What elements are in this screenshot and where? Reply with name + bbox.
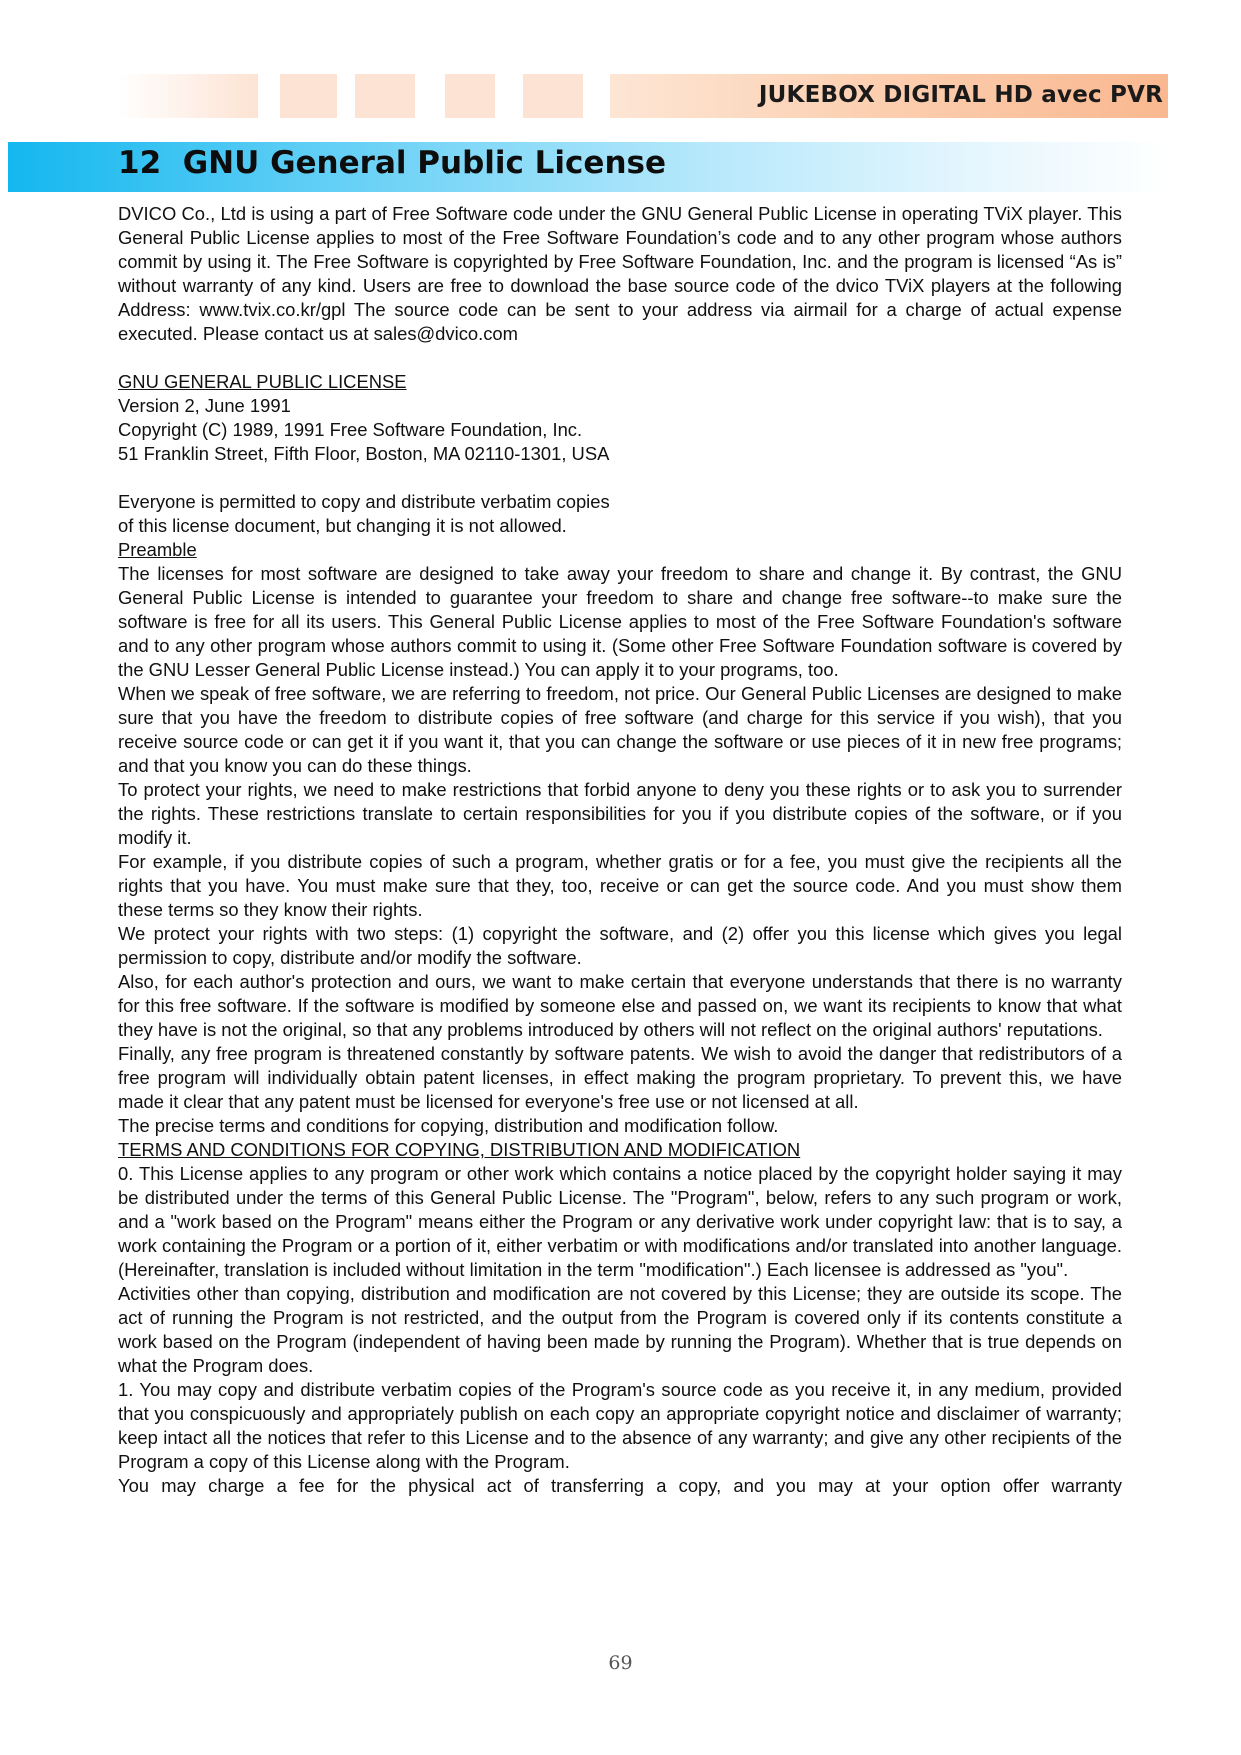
section-heading — [118, 145, 666, 181]
license-heading: GNU GENERAL PUBLIC LICENSE — [118, 371, 407, 392]
page-number: 69 — [608, 1652, 633, 1674]
preamble-paragraph: Also, for each author's protection and ours, we want to make certain that everyone understands that there is no warranty for this free software. If the software is modified by someone else and passed on, we want its recipients to know that what they have is not the original, so that any problems introduced by others will not reflect on the original authors' reputations. — [118, 971, 1122, 1040]
header-decoration — [445, 74, 495, 118]
permission-line: of this license document, but changing it is not allowed. — [118, 515, 567, 536]
intro-paragraph: DVICO Co., Ltd is using a part of Free Software code under the GNU General Public License in operating TViX player. This General Public License applies to most of the Free Software Foundation’s code and to any other program whose authors commit by using it. The Free Software is copyrighted by Free Software Foundation, Inc. and the program is licensed “As is” without warranty of any kind. Users are free to download the base source code of the dvico TViX players at the following Address: www.tvix.co.kr/gpl The source code can be sent to your address via airmail for a charge of actual expense executed. Please contact us at sales@dvico.com — [118, 203, 1122, 344]
terms-paragraph: 1. You may copy and distribute verbatim copies of the Program's source code as you receive it, in any medium, provided that you conspicuously and appropriately publish on each copy an appropriate copyright notice and disclaimer of warranty; keep intact all the notices that refer to this License and to the absence of any warranty; and give any other recipients of the Program a copy of this License along with the Program. — [118, 1379, 1122, 1472]
preamble-paragraph: The precise terms and conditions for copying, distribution and modification follow. — [118, 1115, 779, 1136]
preamble-paragraph: For example, if you distribute copies of such a program, whether gratis or for a fee, you must give the recipients all the rights that you have. You must make sure that they, too, receive or can get the source code. And you must show them these terms so they know their rights. — [118, 851, 1122, 920]
terms-paragraph: 0. This License applies to any program or other work which contains a notice placed by the copyright holder saying it may be distributed under the terms of this General Public License. The "Program", below, refers to any such program or work, and a "work based on the Program" means either the Program or any derivative work under copyright law: that is to say, a work containing the Program or a portion of it, either verbatim or with modifications and/or translated into another language. (Hereinafter, translation is included without limitation in the term "modification".) Each licensee is addressed as "you". — [118, 1163, 1122, 1280]
header-decoration — [280, 74, 337, 118]
preamble-paragraph: When we speak of free software, we are referring to freedom, not price. Our General Public Licenses are designed to make sure that you have the freedom to distribute copies of free software (and charge for this service if you wish), that you receive source code or can get it if you want it, that you can change the software or use pieces of it in new free programs; and that you know you can do these things. — [118, 683, 1122, 776]
section-title: GNU General Public License — [182, 145, 667, 181]
section-number: 12 — [118, 145, 162, 181]
terms-paragraph: You may charge a fee for the physical act of transferring a copy, and you may at your option offer warranty — [118, 1475, 1122, 1496]
header-decoration — [355, 74, 415, 118]
permission-line: Everyone is permitted to copy and distribute verbatim copies — [118, 491, 610, 512]
preamble-paragraph: Finally, any free program is threatened constantly by software patents. We wish to avoid the danger that redistributors of a free program will individually obtain patent licenses, in effect making the program proprietary. To prevent this, we have made it clear that any patent must be licensed for everyone's free use or not licensed at all. — [118, 1043, 1122, 1112]
preamble-paragraph: We protect your rights with two steps: (1) copyright the software, and (2) offer you this license which gives you legal permission to copy, distribute and/or modify the software. — [118, 923, 1122, 968]
license-version: Version 2, June 1991 — [118, 395, 291, 416]
document-header-title: JUKEBOX DIGITAL HD avec PVR — [758, 82, 1163, 108]
license-address: 51 Franklin Street, Fifth Floor, Boston, MA 02110-1301, USA — [118, 443, 610, 464]
header-decoration — [118, 74, 258, 118]
terms-paragraph: Activities other than copying, distribution and modification are not covered by this License; they are outside its scope. The act of running the Program is not restricted, and the output from the Program is covered only if its contents constitute a work based on the Program (independent of having been made by running the Program). Whether that is true depends on what the Program does. — [118, 1283, 1122, 1376]
license-copyright: Copyright (C) 1989, 1991 Free Software Foundation, Inc. — [118, 419, 583, 440]
preamble-paragraph: The licenses for most software are designed to take away your freedom to share and change it. By contrast, the GNU General Public License is intended to guarantee your freedom to share and change free software--to make sure the software is free for all its users. This General Public License applies to most of the Free Software Foundation's software and to any other program whose authors commit to using it. (Some other Free Software Foundation software is covered by the GNU Lesser General Public License instead.) You can apply it to your programs, too. — [118, 563, 1122, 680]
terms-heading: TERMS AND CONDITIONS FOR COPYING, DISTRIBUTION AND MODIFICATION — [118, 1139, 801, 1160]
preamble-paragraph: To protect your rights, we need to make restrictions that forbid anyone to deny you these rights or to ask you to surrender the rights. These restrictions translate to certain responsibilities for you if you distribute copies of the software, or if you modify it. — [118, 779, 1122, 848]
header-decoration — [523, 74, 583, 118]
preamble-heading: Preamble — [118, 539, 197, 560]
document-body — [118, 202, 1122, 1498]
